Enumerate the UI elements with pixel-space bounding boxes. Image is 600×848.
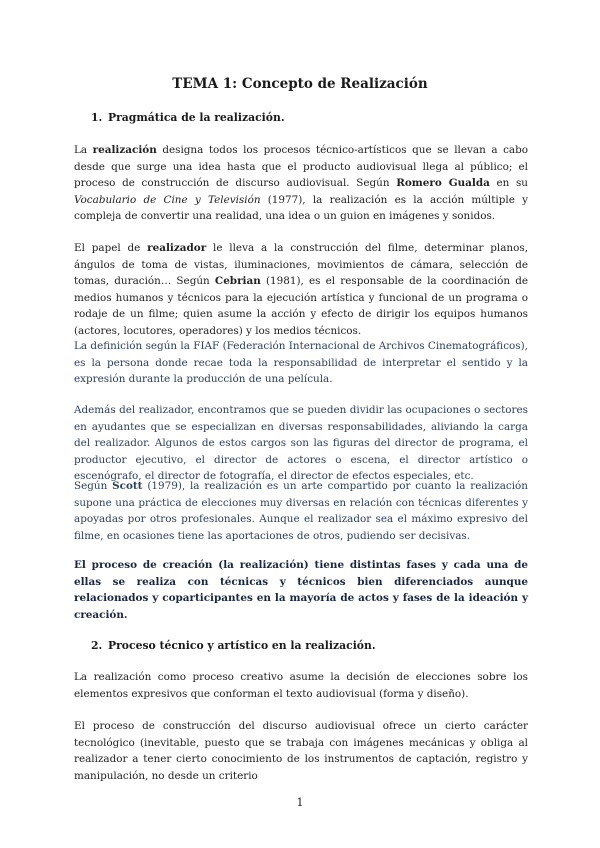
- p1-text-3: (1977), la realización es la acción múltiple y compleja de convertir una realidad, una idea o un guion en imágenes y sonidos.: [74, 193, 528, 222]
- paragraph-6-bold: El proceso de creación (la realización) tiene distintas fases y cada una de ellas se realiza con técnicas y técnicos bien diferenciados aunque relacionados y coparticipantes en la mayoría de actos y fases de la ideación y creación.: [74, 559, 528, 621]
- paragraph-2: [74, 240, 528, 339]
- p2-bold-realizador: realizador: [147, 242, 207, 254]
- p5-bold-scott: Scott: [112, 480, 143, 492]
- p2-bold-cebrian: Cebrian: [214, 275, 261, 287]
- section-1-number: 1.: [91, 111, 103, 124]
- p5-text-0: Según: [74, 480, 113, 492]
- p1-text-2: en su: [489, 177, 528, 189]
- section-2-title: Proceso técnico y artístico en la realización.: [108, 639, 376, 652]
- p2-text-0: El papel de: [74, 242, 148, 254]
- paragraph-1: [74, 142, 528, 225]
- paragraph-5: [74, 478, 528, 544]
- section-1-title: Pragmática de la realización.: [108, 111, 285, 124]
- p1-bold-romero-gualda: Romero Gualda: [396, 177, 490, 189]
- p2-text-2: (1981), es el responsable de la coordinación de medios humanos y técnicos para la ejecución artística y funcional de un programa o rodaje de un filme; quien asume la acción y efecto de dirigir los equipos humanos (actores, locutores, operadores) y los medios técnicos.: [74, 275, 528, 337]
- section-2-heading: [91, 639, 376, 652]
- section-2-number: 2.: [91, 639, 103, 652]
- p5-text-1: (1979), la realización es un arte compartido por cuanto la realización supone una práctica de elecciones muy diversas en relación con técnicas diferentes y apoyadas por otros profesionales. Aunque el realizador sea el máximo expresivo del filme, en ocasiones tiene las aportaciones de otros, pudiendo ser decisivas.: [74, 480, 529, 542]
- paragraph-4: Además del realizador, encontramos que se pueden dividir las ocupaciones o sectores en ayudantes que se especializan en diversas responsabilidades, aliviando la carga del realizador. Algunos de estos cargos son las figuras del director de programa, el productor ejecutivo, el director de actores o escena, el director artístico o escenógrafo, el director de fotografía, el director de efectos especiales, etc.: [74, 404, 528, 482]
- page-title: TEMA 1: Concepto de Realización: [172, 76, 428, 92]
- paragraph-3: La definición según la FIAF (Federación Internacional de Archivos Cinematográficos), es la persona donde recae toda la responsabilidad de interpretar el sentido y la expresión durante la producción de una película.: [74, 340, 528, 385]
- paragraph-7: La realización como proceso creativo asume la decisión de elecciones sobre los elementos expresivos que conforman el texto audiovisual (forma y diseño).: [74, 671, 528, 700]
- p1-italic-vocabulario: Vocabulario de Cine y Televisión: [74, 193, 261, 206]
- p2-text-1: le lleva a la construcción del filme, determinar planos, ángulos de toma de vistas, iluminaciones, movimientos de cámara, selección de tomas, duración… Según: [74, 242, 529, 287]
- page-number: 1: [296, 796, 304, 809]
- section-1-heading: [91, 111, 285, 124]
- paragraph-8: El proceso de construcción del discurso audiovisual ofrece un cierto carácter tecnológico (inevitable, puesto que se trabaja con imágenes mecánicas y obliga al realizador a tener cierto conocimiento de los instrumentos de captación, registro y manipulación, no desde un criterio: [74, 720, 528, 782]
- p1-text-1: designa todos los procesos técnico-artísticos que se llevan a cabo desde que surge una idea hasta que el producto audiovisual llega al público; el proceso de construcción de discurso audiovisual. Según: [74, 144, 528, 189]
- p1-text-0: La: [74, 144, 93, 156]
- p1-bold-realizacion: realización: [92, 144, 157, 156]
